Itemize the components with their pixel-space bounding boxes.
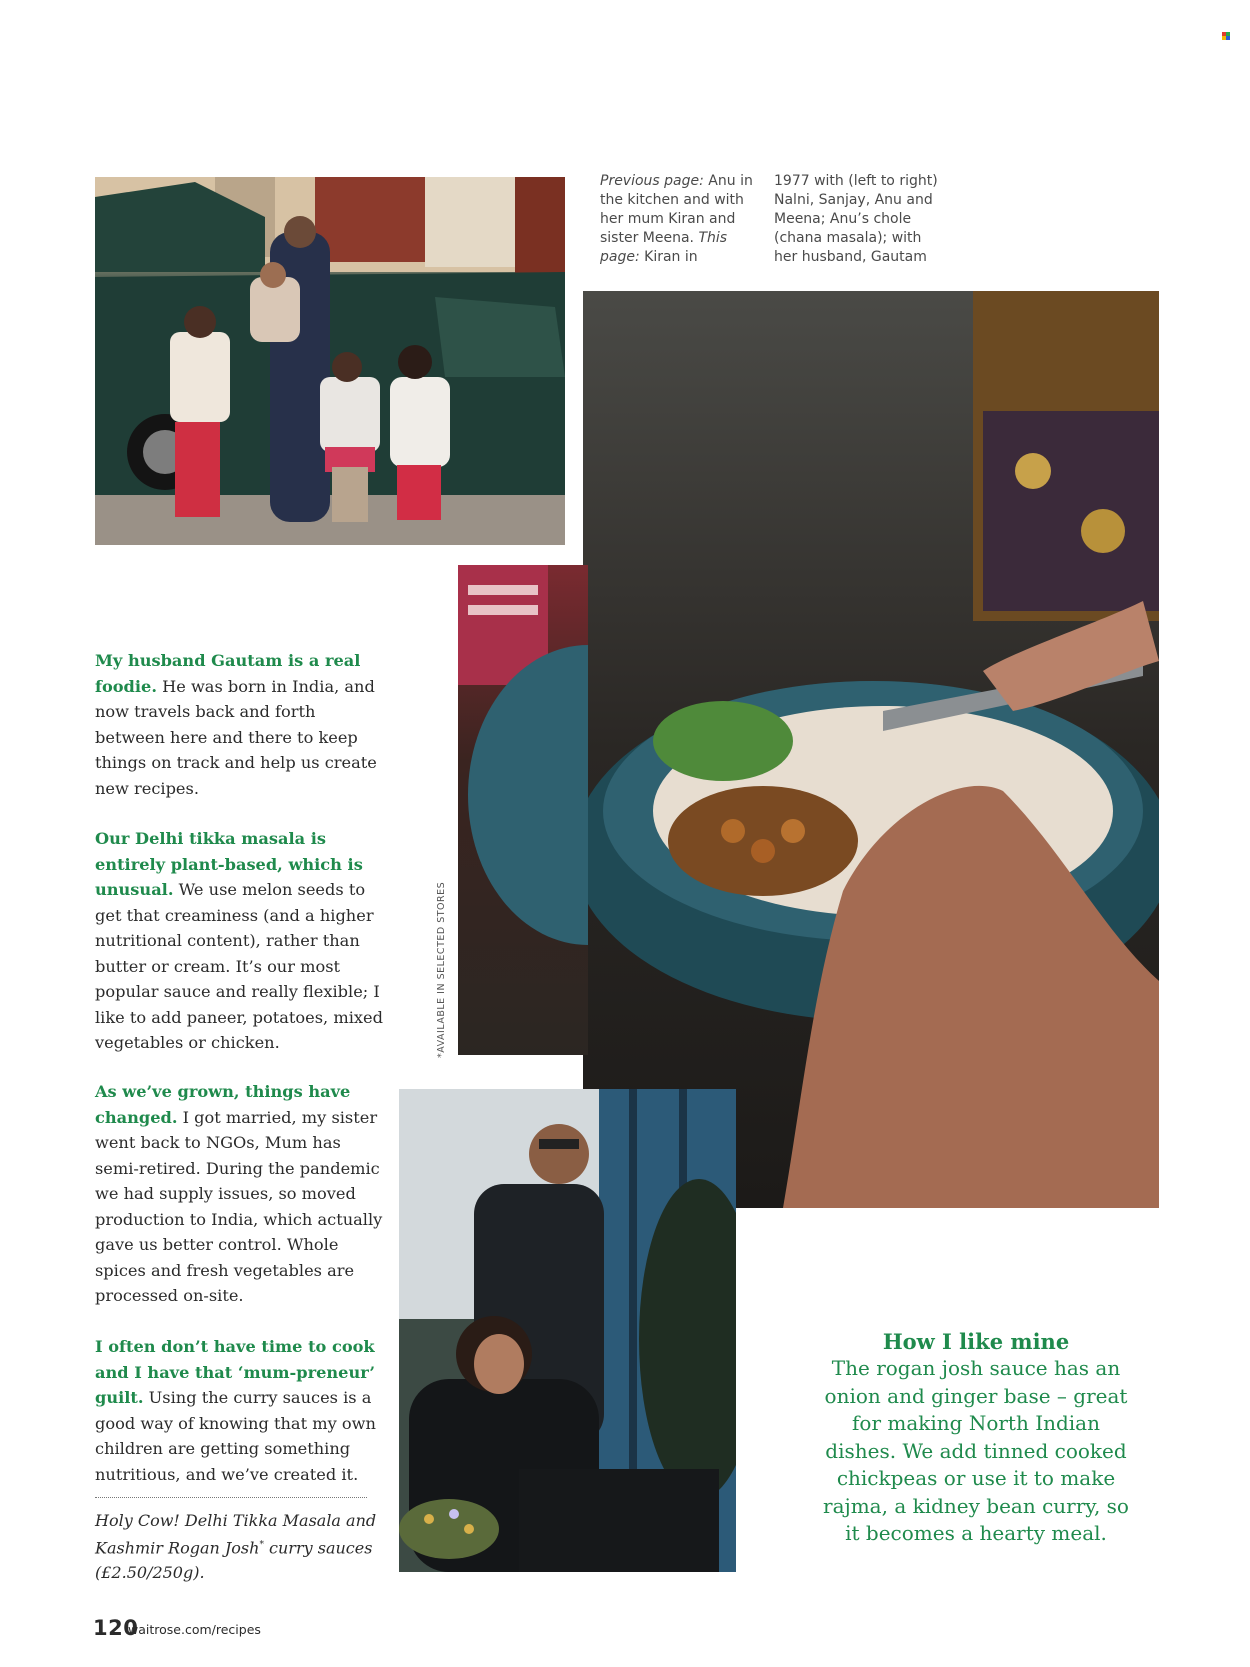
paragraph-lead: Our Delhi tikka masala is entirely plant-based, which is unusual. — [95, 829, 363, 899]
page-number: 120 — [93, 1616, 139, 1640]
corner-color-mark — [1222, 32, 1230, 40]
paragraph-gautam-foodie — [95, 648, 385, 801]
paragraph-mum-preneur — [95, 1334, 385, 1487]
paragraph-body: Using the curry sauces is a good way of knowing that my own children are getting something nutritious, and we’ve created it. — [95, 1388, 376, 1484]
availability-note: *AVAILABLE IN SELECTED STORES — [436, 881, 447, 1058]
family-photo-1977 — [95, 177, 565, 545]
paragraph-lead: As we’ve grown, things have changed. — [95, 1082, 351, 1127]
photo-caption-column-2: 1977 with (left to right) Nalni, Sanjay, Anu and Meena; Anu’s chole (chana masala); with her husband, Gautam — [774, 173, 938, 265]
paragraph-delhi-tikka-masala — [95, 826, 385, 1056]
bowl-photo-illustration — [583, 291, 1159, 1208]
paragraph-lead: My husband Gautam is a real foodie. — [95, 651, 361, 696]
product-info — [95, 1508, 380, 1585]
kiran-and-gautam-photo — [399, 1089, 736, 1572]
paragraph-body: I got married, my sister went back to NGOs, Mum has semi-retired. During the pandemic we had supply issues, so moved production to India, which actually gave us better control. Whole spices and fresh vegetables are processed on-site. — [95, 1107, 383, 1305]
paragraph-things-changed — [95, 1079, 385, 1309]
chana-masala-bowl-photo — [583, 291, 1159, 1208]
dotted-divider — [95, 1497, 367, 1498]
paragraph-lead: I often don’t have time to cook and I have that ‘mum-preneur’ guilt. — [95, 1337, 375, 1407]
bowl-photo-left-extension — [458, 565, 588, 1055]
bowl-photo-left-illustration — [458, 565, 588, 1055]
caption-prefix-previous-page: Previous page: — [600, 173, 704, 189]
footer-url: waitrose.com/recipes — [128, 1622, 261, 1637]
photo-caption-column-1 — [600, 172, 765, 267]
caption-text-this-page: Kiran in — [639, 249, 698, 265]
caption-text-previous-page: Anu in the kitchen and with her mum Kiran and sister Meena. — [600, 173, 753, 246]
caption-prefix-this-page: This page: — [600, 230, 728, 265]
product-price: curry sauces (£2.50/250g). — [95, 1538, 373, 1583]
paragraph-body: He was born in India, and now travels back and forth between here and there to keep things on track and help us create new recipes. — [95, 676, 377, 798]
paragraph-body: We use melon seeds to get that creaminess (and a higher nutritional content), rather than butter or cream. It’s our most popular sauce and really flexible; I like to add paneer, potatoes, mixed vegetables or chicken. — [95, 880, 383, 1052]
product-name: Holy Cow! Delhi Tikka Masala and Kashmir Rogan Josh — [95, 1511, 377, 1558]
product-asterisk: * — [259, 1540, 264, 1550]
family-photo-illustration — [95, 177, 565, 545]
pull-box-title: How I like mine — [882, 1329, 1070, 1354]
couple-photo-illustration — [399, 1089, 736, 1572]
pull-box-text: The rogan josh sauce has an onion and ginger base – great for making North Indian dishes. We add tinned cooked chickpeas or use it to make rajma, a kidney bean curry, so it becomes a hearty meal. — [823, 1356, 1129, 1545]
